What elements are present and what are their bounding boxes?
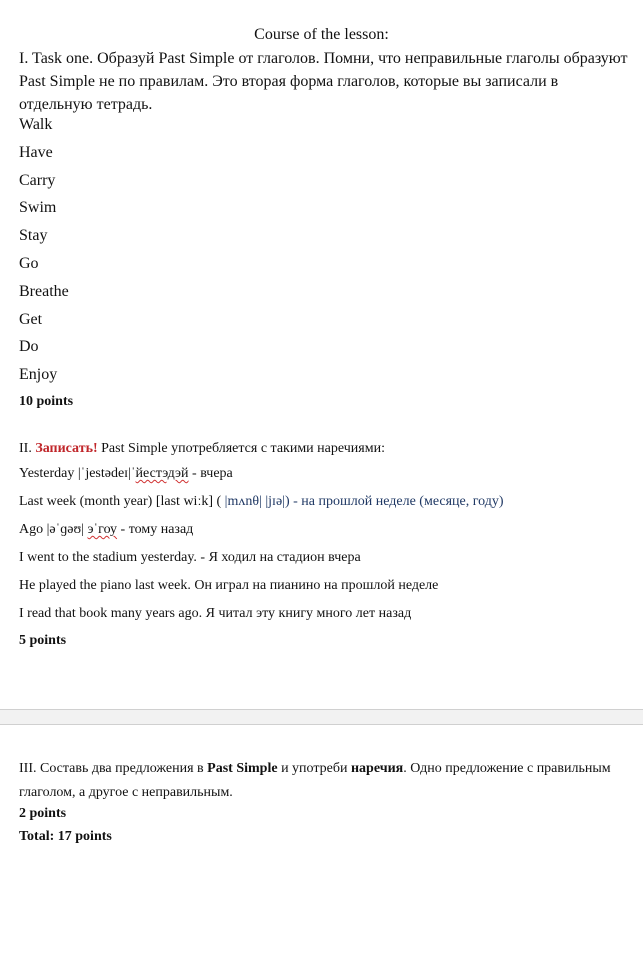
adverb-translation: - вчера: [188, 466, 233, 481]
task3-instructions: [19, 757, 631, 805]
total-points: Total: 17 points: [19, 829, 112, 844]
task1-instructions: I. Task one. Образуй Past Simple от глаголов. Помни, что неправильные глаголы образуют Past Simple не по правилам. Это вторая форма глаголов, которые вы записали в отдельную тетрадь.: [19, 50, 628, 113]
adverb-translit: йестэдэй: [135, 466, 189, 481]
adverb-translit: эˈгоу: [87, 522, 118, 537]
verb-item: Breathe: [19, 283, 69, 300]
task1-points: 10 points: [19, 394, 74, 409]
example-sentence: I read that book many years ago. Я читал эту книгу много лет назад: [19, 606, 412, 621]
verb-item: Have: [19, 144, 53, 161]
verb-item: Walk: [19, 116, 53, 133]
example-sentence: I went to the stadium yesterday. - Я ходил на стадион вчера: [19, 550, 361, 565]
task3-bold-term: Past Simple: [207, 761, 278, 776]
task3-bold-term: наречия: [350, 761, 404, 776]
task2-header: [19, 441, 385, 457]
verb-item: Swim: [19, 199, 57, 216]
task3-points: 2 points: [19, 806, 67, 821]
verb-item: Get: [19, 311, 43, 328]
task3-text: и употреби: [277, 761, 351, 776]
task3-text: III. Составь два предложения в: [19, 761, 208, 776]
task2-highlight: Записать!: [35, 441, 98, 456]
adverb-word: Ago |əˈɡəʊ|: [19, 522, 88, 537]
task2-intro: Past Simple употребляется с такими наречиями:: [97, 441, 385, 456]
task2-points: 5 points: [19, 633, 67, 648]
adverb-word: Yesterday |ˈjestədeɪ|ˈ: [19, 466, 136, 481]
task2-numeral: II.: [19, 441, 32, 456]
adverb-ago: [19, 522, 193, 538]
adverb-yesterday: [19, 466, 233, 482]
adverb-last-week: [19, 494, 504, 510]
adverb-translation: |mʌnθ| |jɪə|) - на прошлой неделе (месяце, году): [224, 494, 504, 509]
verb-item: Enjoy: [19, 366, 58, 383]
task3-text: . Одно предложение с правильным глаголом, а другое с неправильным.: [19, 761, 611, 800]
verb-item: Carry: [19, 172, 56, 189]
adverb-translation: - тому назад: [117, 522, 194, 537]
page-break: [0, 709, 643, 725]
adverb-word: Last week (month year) [last wiːk] (: [19, 494, 225, 509]
verb-item: Go: [19, 255, 39, 272]
verb-item: Stay: [19, 227, 48, 244]
example-sentence: He played the piano last week. Он играл на пианино на прошлой неделе: [19, 578, 439, 593]
lesson-heading: Course of the lesson:: [254, 26, 389, 43]
verb-item: Do: [19, 338, 39, 355]
